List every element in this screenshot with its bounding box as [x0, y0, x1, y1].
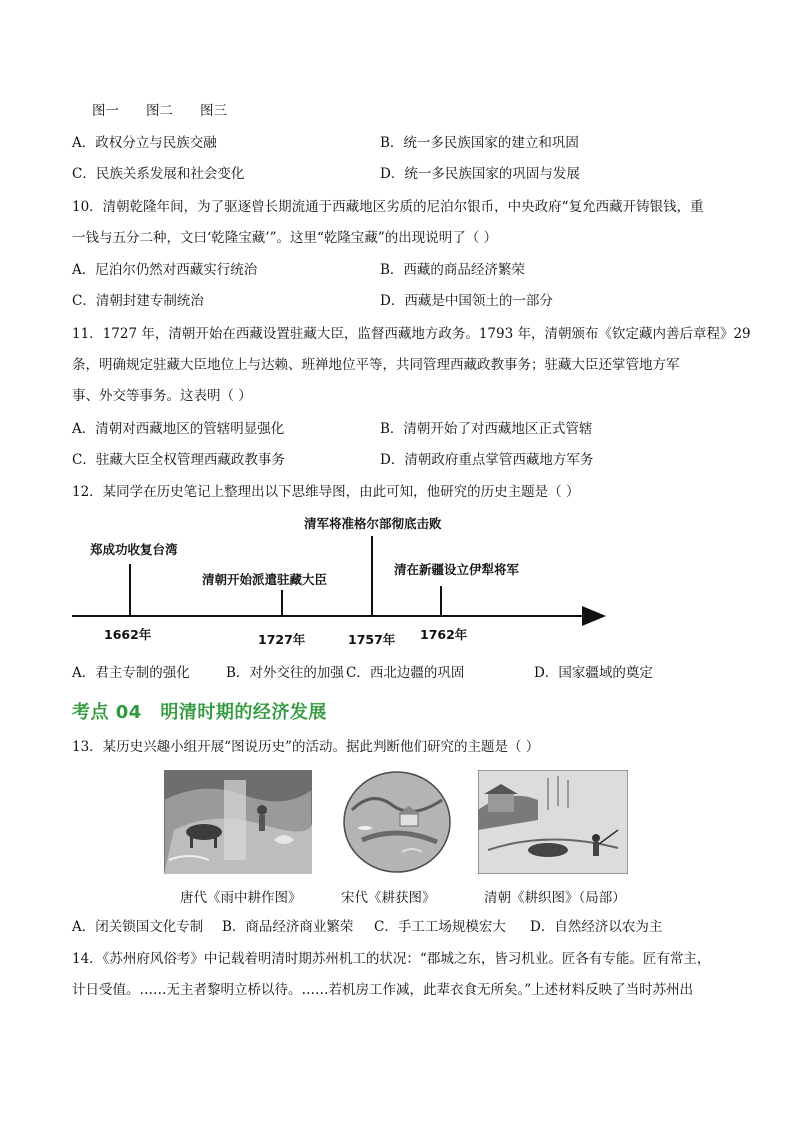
q14-stem-line-1: 14．《苏州府风俗考》中记载着明清时期苏州机工的状况：“郡城之东，皆习机业。匠各有专能。匠有常主， — [72, 951, 711, 967]
q12-option-b: B．对外交往的加强 — [226, 665, 344, 681]
caption-qing: 清朝《耕织图》（局部） — [484, 890, 626, 906]
q10-option-c: C．清朝封建专制统治 — [72, 293, 204, 309]
q14-stem-line-2: 计日受值。……无主者黎明立桥以待。……若机房工作减，此辈衣食无所矣。”上述材料反映了当时苏州出 — [72, 982, 694, 998]
caption-tang: 唐代《雨中耕作图》 — [180, 890, 302, 906]
figure-label-1: 图一 — [92, 103, 119, 119]
q13-option-d: D．自然经济以农为主 — [530, 919, 663, 935]
timeline-year-1757: 1757年 — [348, 632, 396, 647]
timeline-year-1727: 1727年 — [258, 632, 306, 647]
q13-option-c: C．手工工场规模宏大 — [374, 919, 506, 935]
q12-option-c: C．西北边疆的巩固 — [346, 665, 465, 681]
figure-label-3: 图三 — [200, 103, 227, 119]
q10-option-d: D．西藏是中国领土的一部分 — [380, 293, 553, 309]
q9-option-a: A．政权分立与民族交融 — [72, 135, 217, 151]
q9-option-b: B．统一多民族国家的建立和巩固 — [380, 135, 579, 151]
q12-option-a: A．君主专制的强化 — [72, 665, 190, 681]
q9-option-c: C．民族关系发展和社会变化 — [72, 166, 245, 182]
timeline-event-1662: 郑成功收复台湾 — [90, 542, 178, 557]
q11-stem-line-3: 事、外交等事务。这表明（ ） — [72, 388, 252, 404]
q11-stem-line-1: 11．1727 年，清朝开始在西藏设置驻藏大臣，监督西藏地方政务。1793 年，清朝颁布《钦定藏内善后章程》29 — [72, 326, 751, 342]
figure-label-2: 图二 — [146, 103, 173, 119]
q11-option-d: D．清朝政府重点掌管西藏地方军务 — [380, 452, 594, 468]
timeline-event-1762: 清在新疆设立伊犁将军 — [394, 562, 520, 577]
q13-stem: 13．某历史兴趣小组开展“图说历史”的活动。据此判断他们研究的主题是（ ） — [72, 739, 540, 755]
q11-option-c: C．驻藏大臣全权管理西藏政教事务 — [72, 452, 285, 468]
qing-weaving-painting-image — [478, 770, 628, 874]
section-heading: 考点 04 明清时期的经济发展 — [72, 702, 327, 723]
timeline-year-1662: 1662年 — [104, 627, 152, 642]
timeline-year-1762: 1762年 — [420, 627, 468, 642]
q11-option-a: A．清朝对西藏地区的管辖明显强化 — [72, 421, 285, 437]
q10-stem-line-1: 10．清朝乾隆年间，为了驱逐曾长期流通于西藏地区劣质的尼泊尔银币，中央政府“复允西藏开铸银钱，重 — [72, 199, 704, 215]
tang-farming-painting-image — [164, 770, 312, 874]
q10-stem-line-2: 一钱与五分二种，文曰‘乾隆宝藏’”。这里“乾隆宝藏”的出现说明了（ ） — [72, 230, 498, 246]
timeline-event-1727: 清朝开始派遣驻藏大臣 — [202, 572, 328, 587]
q10-option-b: B．西藏的商品经济繁荣 — [380, 262, 525, 278]
song-harvest-painting-image — [342, 770, 452, 874]
q9-option-d: D．统一多民族国家的巩固与发展 — [380, 166, 580, 182]
q13-option-a: A．闭关锁国文化专制 — [72, 919, 204, 935]
q11-stem-line-2: 条，明确规定驻藏大臣地位上与达赖、班禅地位平等，共同管理西藏政教事务；驻藏大臣还掌管地方军 — [72, 357, 680, 373]
caption-song: 宋代《耕获图》 — [341, 890, 436, 906]
q13-option-b: B．商品经济商业繁荣 — [222, 919, 354, 935]
q10-option-a: A．尼泊尔仍然对西藏实行统治 — [72, 262, 258, 278]
q12-option-d: D．国家疆域的奠定 — [534, 665, 653, 681]
timeline-event-1757: 清军将准格尔部彻底击败 — [304, 516, 442, 531]
q12-stem: 12．某同学在历史笔记上整理出以下思维导图，由此可知，他研究的历史主题是（ ） — [72, 484, 580, 500]
q11-option-b: B．清朝开始了对西藏地区正式管辖 — [380, 421, 593, 437]
q12-timeline-diagram — [72, 512, 632, 657]
